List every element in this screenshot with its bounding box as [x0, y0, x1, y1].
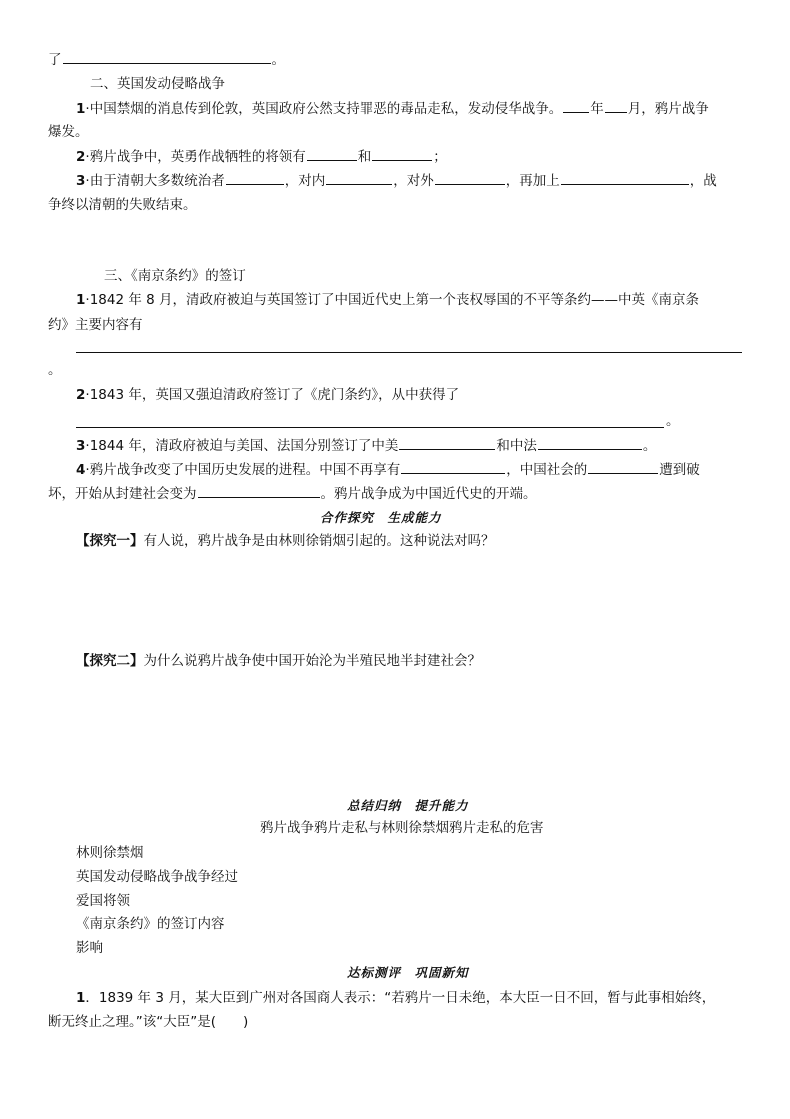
- summary-item: 影响: [76, 940, 103, 956]
- s3-q4-line1: [76, 459, 700, 480]
- general-blank-2[interactable]: [372, 146, 432, 161]
- economy-blank[interactable]: [588, 459, 658, 474]
- intro-blank[interactable]: [63, 49, 271, 64]
- question-text: 年: [590, 101, 604, 117]
- intro-line: [48, 49, 285, 70]
- question-text: ·1844 年，清政府被迫与美国、法国分别签订了中美: [85, 438, 399, 454]
- question-number: 4: [76, 462, 86, 478]
- question-number: 3: [76, 438, 86, 454]
- s3-q4-line2: [48, 483, 537, 504]
- question-number: 2: [76, 149, 86, 165]
- us-treaty-blank[interactable]: [399, 435, 495, 450]
- society-blank[interactable]: [198, 483, 320, 498]
- question-text: ·由于清朝大多数统治者: [85, 173, 225, 189]
- s2-q3-line2: 争终以清朝的失败结束。: [48, 197, 197, 213]
- s2-q1-line1: [76, 98, 709, 119]
- section2-title: 二、英国发动侵略战争: [90, 76, 225, 92]
- addition-blank[interactable]: [561, 170, 689, 185]
- question-text: ，对外: [393, 173, 434, 189]
- summary-heading: 总结归纳 提升能力: [347, 798, 469, 813]
- explore-2-text: 为什么说鸦片战争使中国开始沦为半殖民地半封建社会？: [143, 653, 481, 669]
- s3-q1-line1: [76, 290, 699, 310]
- test-heading: 达标测评 巩固新知: [347, 965, 469, 980]
- question-number: 3: [76, 173, 86, 189]
- explore-1-text: 有人说，鸦片战争是由林则徐销烟引起的。这种说法对吗？: [143, 533, 495, 549]
- fr-treaty-blank[interactable]: [538, 435, 642, 450]
- test-q1-line1: [76, 988, 715, 1008]
- sovereignty-blank[interactable]: [401, 459, 505, 474]
- question-text: 。: [642, 438, 657, 454]
- summary-item: 爱国将领: [76, 893, 130, 909]
- summary-title: 鸦片战争鸦片走私与林则徐禁烟鸦片走私的危害: [260, 820, 544, 836]
- question-text: 遭到破: [659, 462, 700, 478]
- summary-item: 《南京条约》的签订内容: [76, 916, 225, 932]
- question-number: 1: [76, 292, 86, 308]
- summary-item: 英国发动侵略战争战争经过: [76, 869, 238, 885]
- answer-line[interactable]: [76, 352, 742, 353]
- question-text: ，中国社会的: [506, 462, 588, 478]
- question-text: ·1842 年 8 月，清政府被迫与英国签订了中国近代史上第一个丧权辱国的不平等条约——中英《南京条: [85, 292, 700, 308]
- explore-1: [76, 531, 495, 551]
- question-number: 1: [76, 101, 86, 117]
- internal-blank[interactable]: [326, 170, 392, 185]
- question-text: ·鸦片战争改变了中国历史发展的进程。中国不再享有: [85, 462, 401, 478]
- question-text: ·中国禁烟的消息传到伦敦，英国政府公然支持罪恶的毒品走私，发动侵华战争。: [85, 101, 563, 117]
- question-text: ·鸦片战争中，英勇作战牺牲的将领有: [85, 149, 306, 165]
- explore-2: [76, 651, 481, 671]
- question-text: ．1839 年 3 月，某大臣到广州对各国商人表示：“若鸦片一日未绝，本大臣一日不回，暂与此事相始终，: [85, 990, 716, 1006]
- intro-prefix: 了: [48, 52, 62, 68]
- question-text: 和中法: [496, 438, 537, 454]
- explore-1-tag: 【探究一】: [76, 533, 144, 549]
- external-blank[interactable]: [435, 170, 505, 185]
- s3-q1-end: 。: [48, 362, 62, 378]
- question-text: ，再加上: [505, 173, 560, 189]
- question-text: ，战: [689, 173, 717, 189]
- s2-q2-line: [76, 146, 447, 167]
- rulers-blank[interactable]: [226, 170, 284, 185]
- coop-heading: 合作探究 生成能力: [320, 510, 442, 525]
- question-text: 坏，开始从封建社会变为: [48, 486, 197, 502]
- s3-q3-line: [76, 435, 656, 456]
- intro-suffix: 。: [271, 52, 285, 68]
- question-text: ·1843 年，英国又强迫清政府签订了《虎门条约》，从中获得了: [85, 387, 460, 403]
- s3-q2-end: 。: [666, 413, 680, 429]
- s3-q2-line1: [76, 385, 459, 405]
- question-text: ；: [433, 149, 447, 165]
- s2-q3-line1: [76, 170, 717, 191]
- month-blank[interactable]: [605, 98, 627, 113]
- explore-2-tag: 【探究二】: [76, 653, 144, 669]
- question-text: ，对内: [284, 173, 326, 189]
- summary-item: 林则徐禁烟: [76, 845, 144, 861]
- general-blank-1[interactable]: [307, 146, 357, 161]
- answer-line[interactable]: [76, 427, 664, 428]
- question-text: 和: [357, 149, 372, 165]
- question-number: 2: [76, 387, 86, 403]
- question-text: 。鸦片战争成为中国近代史的开端。: [320, 486, 537, 502]
- section3-title: 三、《南京条约》的签订: [104, 268, 246, 284]
- question-number: 1: [76, 990, 86, 1006]
- year-blank[interactable]: [563, 98, 589, 113]
- s3-q1-line2: 约》主要内容有: [48, 317, 143, 333]
- test-q1-line2: 断无终止之理。”该“大臣”是( ): [48, 1014, 249, 1030]
- question-text: 月，鸦片战争: [627, 101, 709, 117]
- s2-q1-line2: 爆发。: [48, 124, 89, 140]
